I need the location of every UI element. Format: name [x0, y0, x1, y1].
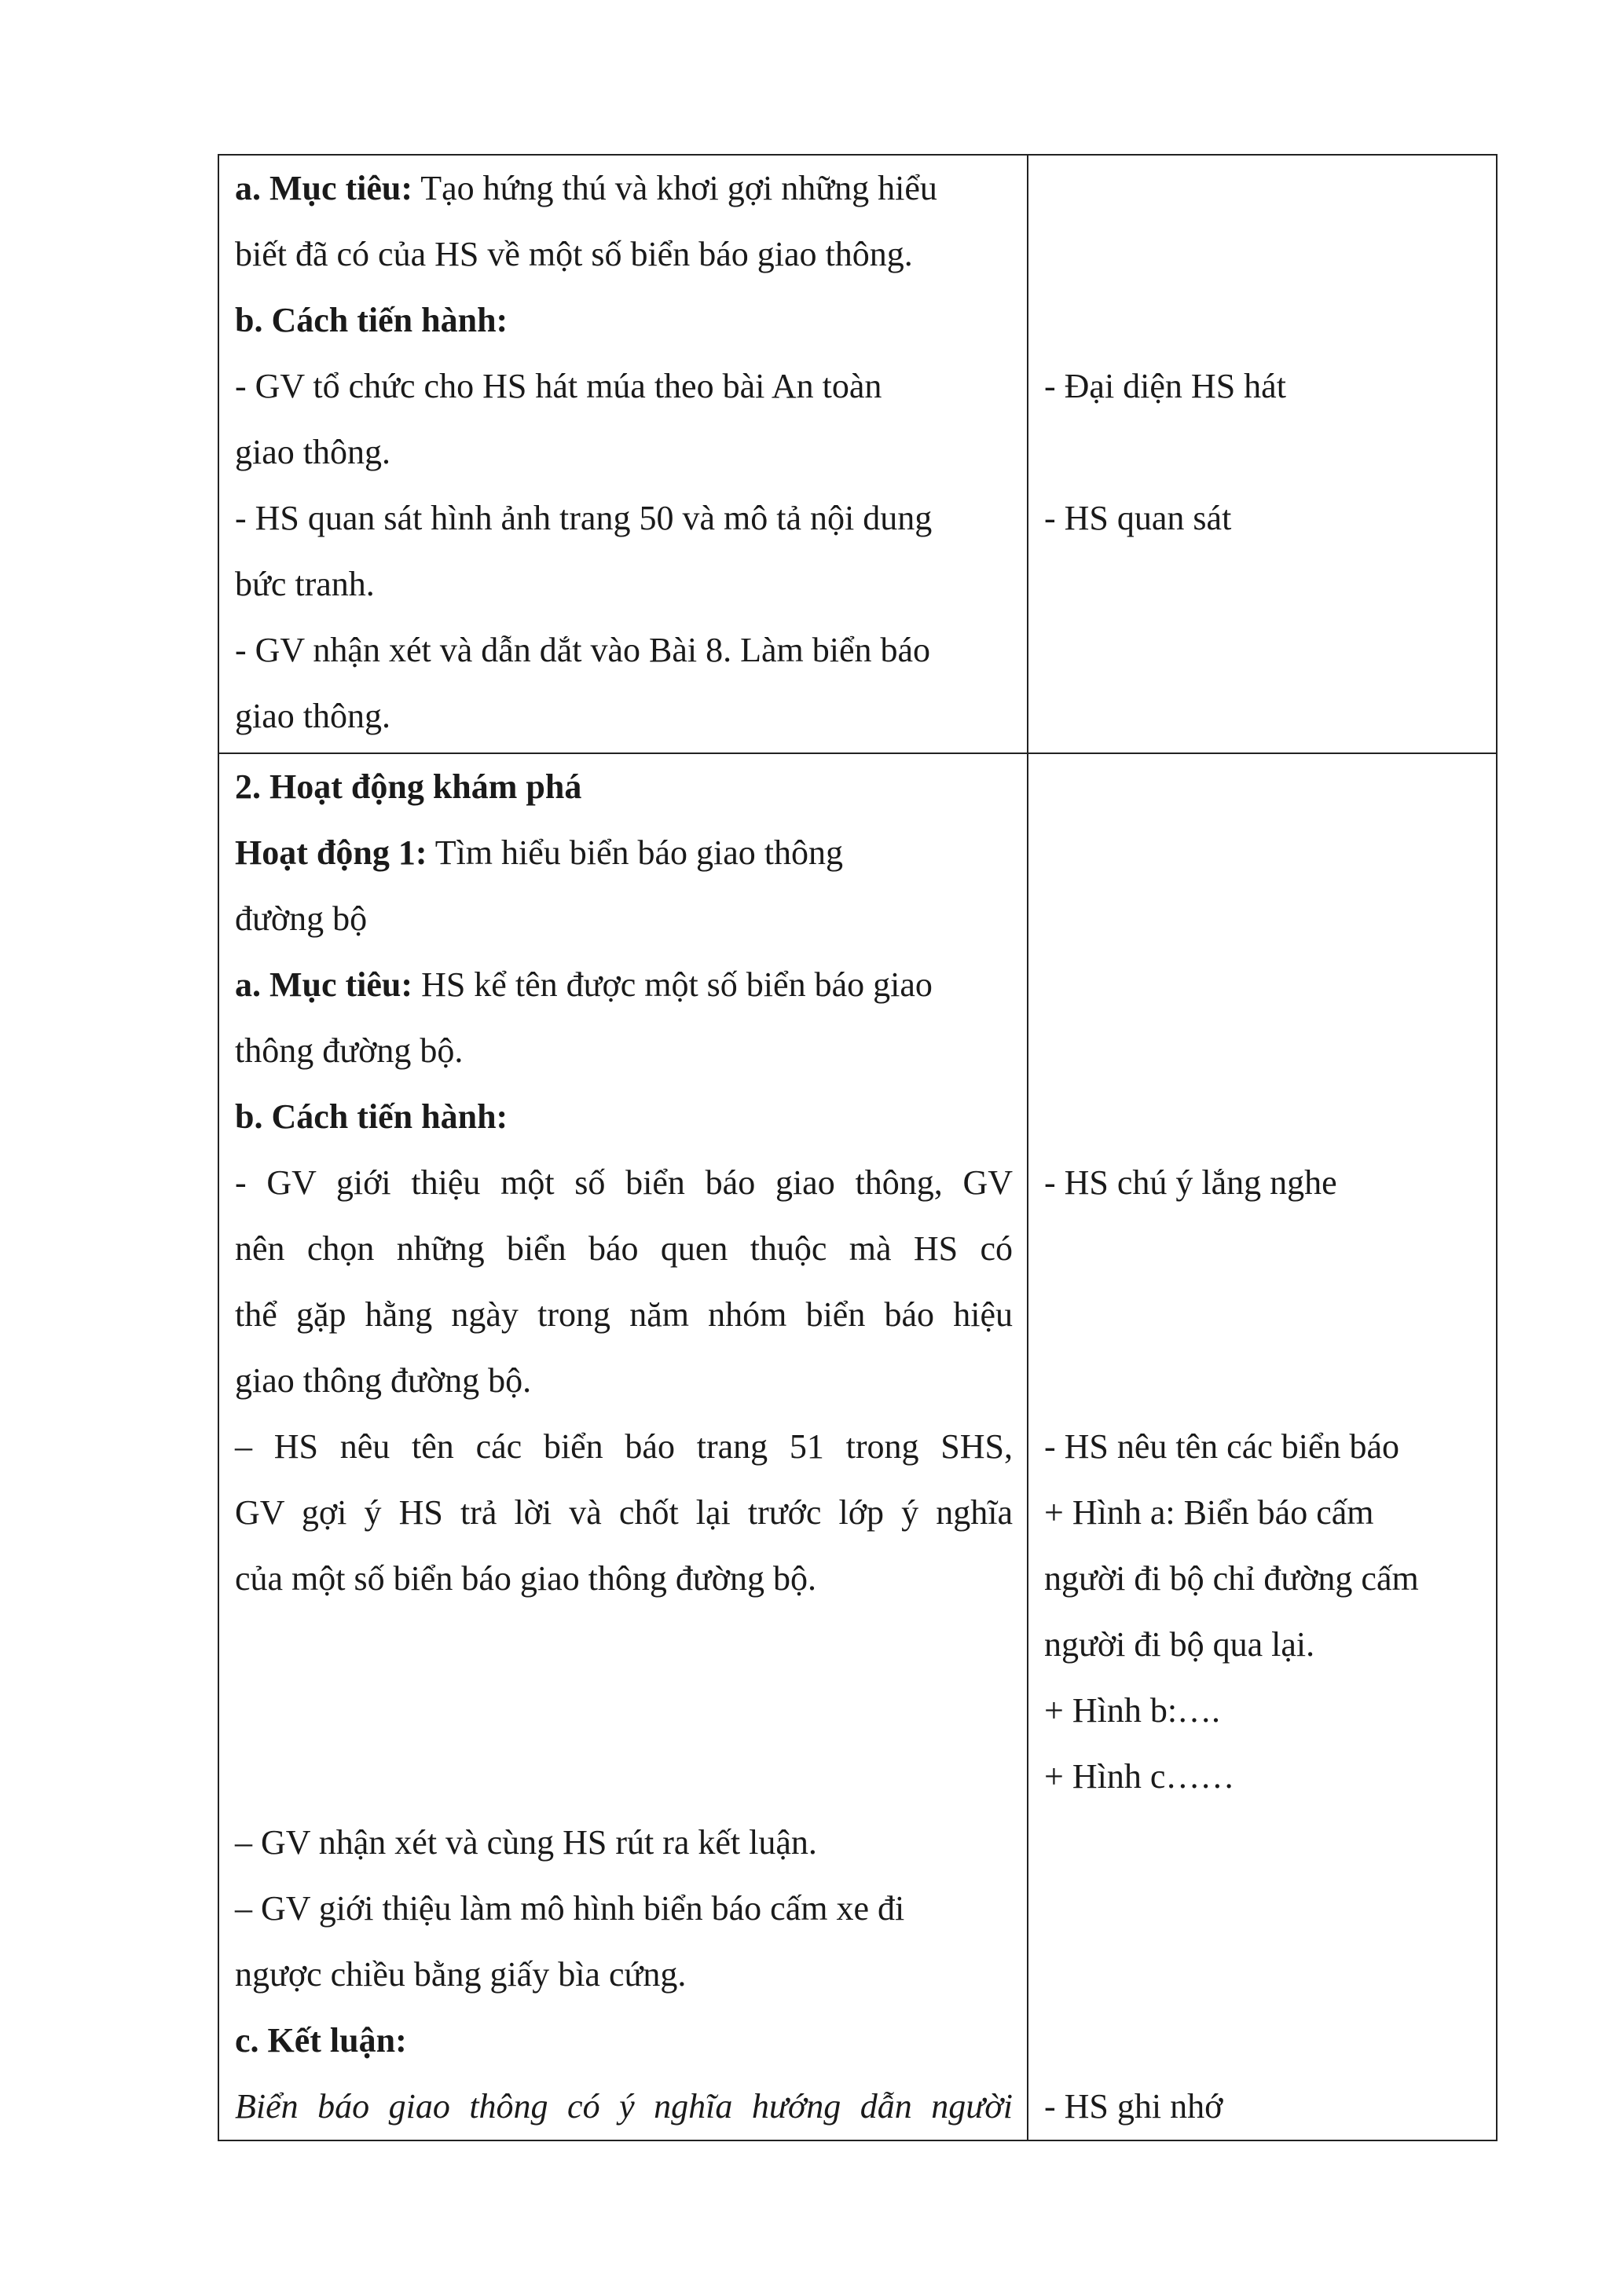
text-line: + Hình b:…. — [1044, 1691, 1221, 1730]
text-line: Hoạt động 1: Tìm hiểu biển báo giao thông — [235, 833, 844, 872]
text-line: giao thông đường bộ. — [235, 1361, 532, 1400]
text-line: - GV giới thiệu một số biển báo giao thông, GV — [235, 1163, 1013, 1202]
text-line: - HS chú ý lắng nghe — [1044, 1163, 1337, 1202]
teacher-activity-cell — [218, 753, 1028, 2140]
text-line: bức tranh. — [235, 565, 375, 603]
text-line: – HS nêu tên các biển báo trang 51 trong SHS, — [235, 1427, 1013, 1466]
text-line: thể gặp hằng ngày trong năm nhóm biển báo hiệu — [235, 1295, 1013, 1334]
text-line: giao thông. — [235, 433, 390, 471]
text-line: người đi bộ chỉ đường cấm — [1044, 1559, 1419, 1598]
text-line: - HS quan sát hình ảnh trang 50 và mô tả nội dung — [235, 499, 933, 537]
text-line: b. Cách tiến hành: — [235, 301, 508, 339]
student-activity-cell — [1028, 753, 1497, 2140]
text-line: b. Cách tiến hành: — [235, 1097, 508, 1136]
table-row — [218, 753, 1497, 2140]
text-line: c. Kết luận: — [235, 2021, 407, 2060]
text-line: biết đã có của HS về một số biển báo giao thông. — [235, 235, 913, 273]
text-line: a. Mục tiêu: HS kể tên được một số biển báo giao — [235, 965, 933, 1004]
teacher-activity-cell — [218, 155, 1028, 753]
text-line: - HS quan sát — [1044, 499, 1232, 537]
text-line: + Hình c…… — [1044, 1757, 1235, 1796]
text-line: – GV nhận xét và cùng HS rút ra kết luận. — [235, 1823, 817, 1862]
text-line: GV gợi ý HS trả lời và chốt lại trước lớp ý nghĩa — [235, 1493, 1013, 1532]
text-line: - HS ghi nhớ — [1044, 2087, 1223, 2126]
table-row — [218, 155, 1497, 753]
text-line: người đi bộ qua lại. — [1044, 1625, 1315, 1664]
text-line: - Đại diện HS hát — [1044, 367, 1286, 405]
text-line: giao thông. — [235, 697, 390, 735]
lesson-plan-table — [218, 154, 1498, 2141]
text-line: - GV nhận xét và dẫn dắt vào Bài 8. Làm biển báo — [235, 631, 931, 669]
text-line: Biển báo giao thông có ý nghĩa hướng dẫn người — [235, 2087, 1013, 2126]
text-line: a. Mục tiêu: Tạo hứng thú và khơi gợi những hiểu — [235, 169, 937, 207]
text-line: ngược chiều bằng giấy bìa cứng. — [235, 1955, 687, 1994]
text-line: - GV tổ chức cho HS hát múa theo bài An toàn — [235, 367, 882, 405]
text-line: đường bộ — [235, 899, 368, 938]
text-line: của một số biển báo giao thông đường bộ. — [235, 1559, 817, 1598]
text-line: + Hình a: Biển báo cấm — [1044, 1493, 1374, 1532]
text-line: nên chọn những biển báo quen thuộc mà HS có — [235, 1229, 1013, 1268]
text-line: – GV giới thiệu làm mô hình biển báo cấm xe đi — [235, 1889, 905, 1928]
section-heading: 2. Hoạt động khám phá — [235, 767, 582, 806]
student-activity-cell — [1028, 155, 1497, 753]
text-line: - HS nêu tên các biển báo — [1044, 1427, 1400, 1466]
text-line: thông đường bộ. — [235, 1031, 464, 1070]
